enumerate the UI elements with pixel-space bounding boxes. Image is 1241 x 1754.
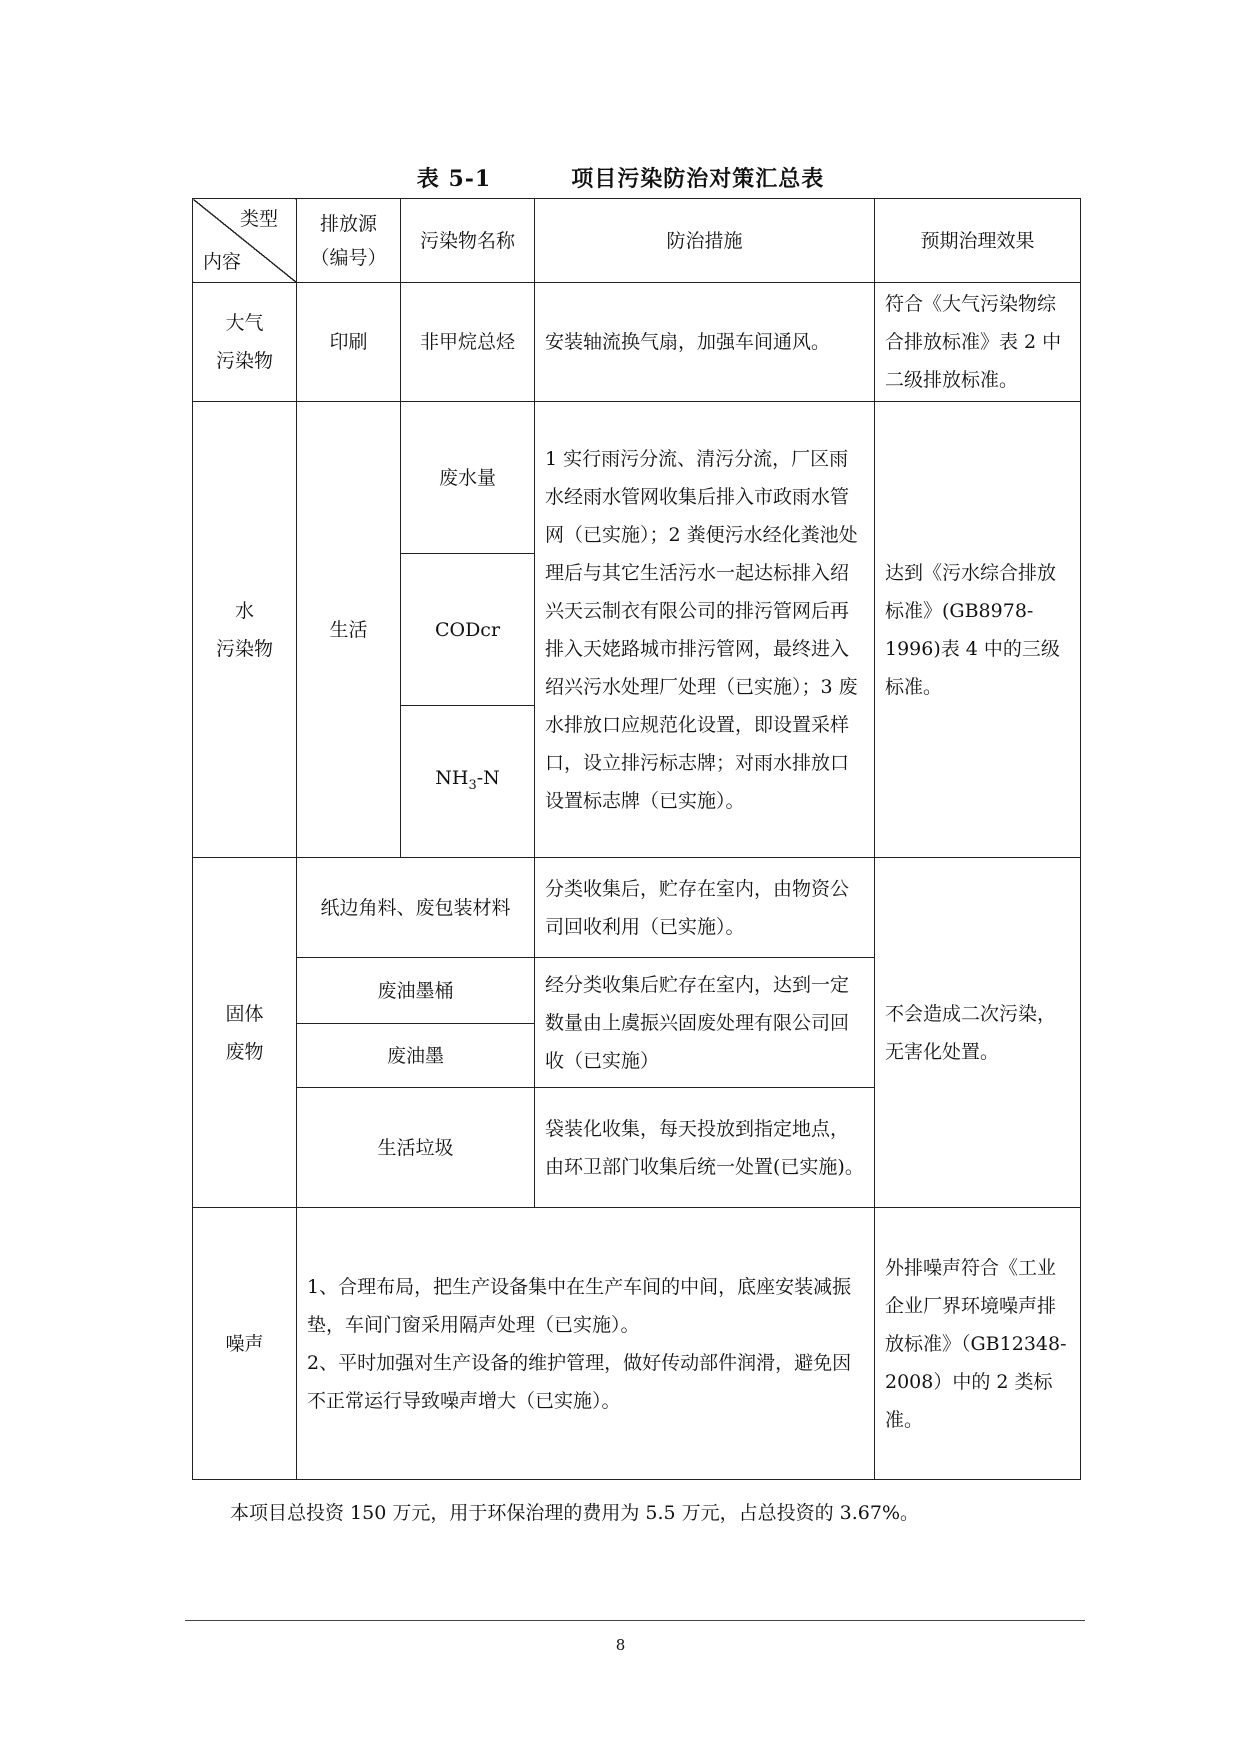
water-effect: 达到《污水综合排放标准》(GB8978-1996)表 4 中的三级标准。 [875, 402, 1081, 858]
noise-row [193, 1208, 1081, 1480]
footer-divider [185, 1620, 1085, 1621]
header-diagonal-cell [193, 199, 297, 283]
air-pollutant: 非甲烷总烃 [401, 283, 535, 402]
air-effect: 符合《大气污染物综合排放标准》表 2 中二级排放标准。 [875, 283, 1081, 402]
solid-item-ink: 废油墨 [297, 1024, 535, 1088]
solid-row-1 [193, 858, 1081, 958]
air-row [193, 283, 1081, 402]
solid-category: 固体 废物 [193, 858, 297, 1208]
pollution-control-table [192, 198, 1081, 1480]
air-measures: 安装轴流换气扇，加强车间通风。 [535, 283, 875, 402]
water-row-1 [193, 402, 1081, 554]
noise-measure-2: 2、平时加强对生产设备的维护管理，做好传动部件润滑，避免因不正常运行导致噪声增大（已实施）。 [307, 1351, 852, 1412]
header-row [193, 199, 1081, 283]
noise-category: 噪声 [193, 1208, 297, 1480]
solid-measures-paper: 分类收集后，贮存在室内，由物资公司回收利用（已实施）。 [535, 858, 875, 958]
header-type-label: 类型 [239, 208, 278, 230]
solid-item-paper: 纸边角料、废包装材料 [297, 858, 535, 958]
investment-note: 本项目总投资 150 万元，用于环保治理的费用为 5.5 万元，占总投资的 3.67%。 [230, 1502, 920, 1524]
solid-item-garbage: 生活垃圾 [297, 1088, 535, 1208]
solid-effect: 不会造成二次污染，无害化处置。 [875, 858, 1081, 1208]
water-measures: 1 实行雨污分流、清污分流，厂区雨水经雨水管网收集后排入市政雨水管网（已实施）；2 粪便污水经化粪池处理后与其它生活污水一起达标排入绍兴天云制衣有限公司的排污管网后再排入天姥路城市排污管网，最终进入绍兴污水处理厂处理（已实施）；3 废水排放口应规范化设置，即设置采样口，设立排污标志牌；对雨水排放口设置标志牌（已实施）。 [535, 402, 875, 858]
water-category: 水 污染物 [193, 402, 297, 858]
header-content-label: 内容 [203, 251, 242, 273]
table-number: 表 5-1 [416, 166, 492, 192]
header-effect: 预期治理效果 [875, 199, 1081, 283]
water-source: 生活 [297, 402, 401, 858]
solid-measures-garbage: 袋装化收集，每天投放到指定地点，由环卫部门收集后统一处置(已实施)。 [535, 1088, 875, 1208]
table-title [0, 162, 1241, 193]
noise-measure-1: 1、合理布局，把生产设备集中在生产车间的中间，底座安装减振垫，车间门窗采用隔声处理（已实施）。 [307, 1275, 852, 1336]
header-measures: 防治措施 [535, 199, 875, 283]
table-title-text: 项目污染防治对策汇总表 [571, 166, 825, 192]
water-pollutant-cod: CODcr [401, 554, 535, 706]
header-pollutant: 污染物名称 [401, 199, 535, 283]
air-category: 大气 污染物 [193, 283, 297, 402]
solid-measures-ink: 经分类收集后贮存在室内，达到一定数量由上虞振兴固废处理有限公司回收（已实施） [535, 958, 875, 1088]
solid-item-ink-bucket: 废油墨桶 [297, 958, 535, 1024]
noise-measures [297, 1208, 875, 1480]
water-pollutant-wastewater: 废水量 [401, 402, 535, 554]
header-source: 排放源 （编号） [297, 199, 401, 283]
water-pollutant-ammonia: $NH_3-N$ [401, 706, 535, 858]
noise-effect: 外排噪声符合《工业企业厂界环境噪声排放标准》（GB12348-2008）中的 2 类标准。 [875, 1208, 1081, 1480]
page-number: 8 [615, 1636, 626, 1654]
air-source: 印刷 [297, 283, 401, 402]
